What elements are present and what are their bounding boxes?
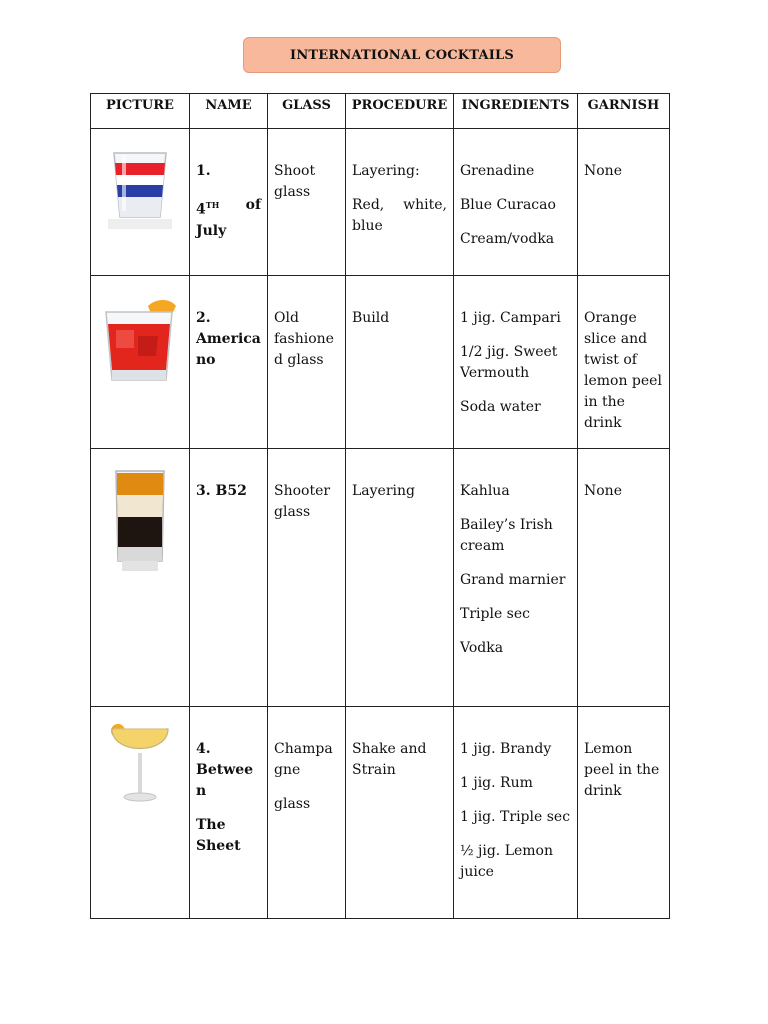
- header-procedure: PROCEDURE: [346, 94, 454, 129]
- table-row: [91, 276, 670, 449]
- picture-cell: [91, 707, 190, 919]
- name-cell: 2. America no: [190, 276, 268, 449]
- picture-cell: [91, 449, 190, 707]
- old-fashioned-glass-icon: [100, 296, 180, 388]
- name-cell: 1. 4TH of July: [190, 129, 268, 276]
- table-row: [91, 707, 670, 919]
- cocktail-table: [90, 93, 670, 919]
- glass-cell: Old fashione d glass: [268, 276, 346, 449]
- glass-cell: Shooter glass: [268, 449, 346, 707]
- garnish-cell: Orange slice and twist of lemon peel in the drink: [578, 276, 670, 449]
- page-title: INTERNATIONAL COCKTAILS: [290, 47, 514, 63]
- cocktail-number: 1.: [196, 163, 211, 179]
- champagne-coupe-icon: [108, 719, 172, 805]
- ingredients-cell: 1 jig. Campari 1/2 jig. Sweet Vermouth Soda water: [454, 276, 578, 449]
- picture-cell: [91, 129, 190, 276]
- ingredients-cell: Kahlua Bailey’s Irish cream Grand marnier Triple sec Vodka: [454, 449, 578, 707]
- layered-shot-icon: [102, 149, 178, 231]
- table-row: [91, 129, 670, 276]
- header-picture: PICTURE: [91, 94, 190, 129]
- garnish-cell: None: [578, 129, 670, 276]
- garnish-cell: Lemon peel in the drink: [578, 707, 670, 919]
- picture-cell: [91, 276, 190, 449]
- header-row: [91, 94, 670, 129]
- procedure-cell: Layering: [346, 449, 454, 707]
- cocktail-number: 2.: [196, 310, 211, 326]
- title-banner: [243, 37, 561, 73]
- name-cell: 4. Betwee n The Sheet: [190, 707, 268, 919]
- cocktail-name: 4TH of: [196, 197, 261, 218]
- procedure-cell: Shake and Strain: [346, 707, 454, 919]
- procedure-cell: Layering: Red, white, blue: [346, 129, 454, 276]
- procedure-cell: Build: [346, 276, 454, 449]
- garnish-cell: None: [578, 449, 670, 707]
- glass-cell: Shoot glass: [268, 129, 346, 276]
- name-cell: [190, 449, 268, 707]
- glass-cell: Champa gne glass: [268, 707, 346, 919]
- header-name: NAME: [190, 94, 268, 129]
- cocktail-number: 3. B52: [196, 483, 247, 499]
- ingredients-cell: 1 jig. Brandy 1 jig. Rum 1 jig. Triple sec ½ jig. Lemon juice: [454, 707, 578, 919]
- table-row: [91, 449, 670, 707]
- cocktail-number: 4.: [196, 741, 211, 757]
- b52-shot-icon: [112, 469, 168, 573]
- header-garnish: GARNISH: [578, 94, 670, 129]
- header-ingredients: INGREDIENTS: [454, 94, 578, 129]
- header-glass: GLASS: [268, 94, 346, 129]
- ingredients-cell: Grenadine Blue Curacao Cream/vodka: [454, 129, 578, 276]
